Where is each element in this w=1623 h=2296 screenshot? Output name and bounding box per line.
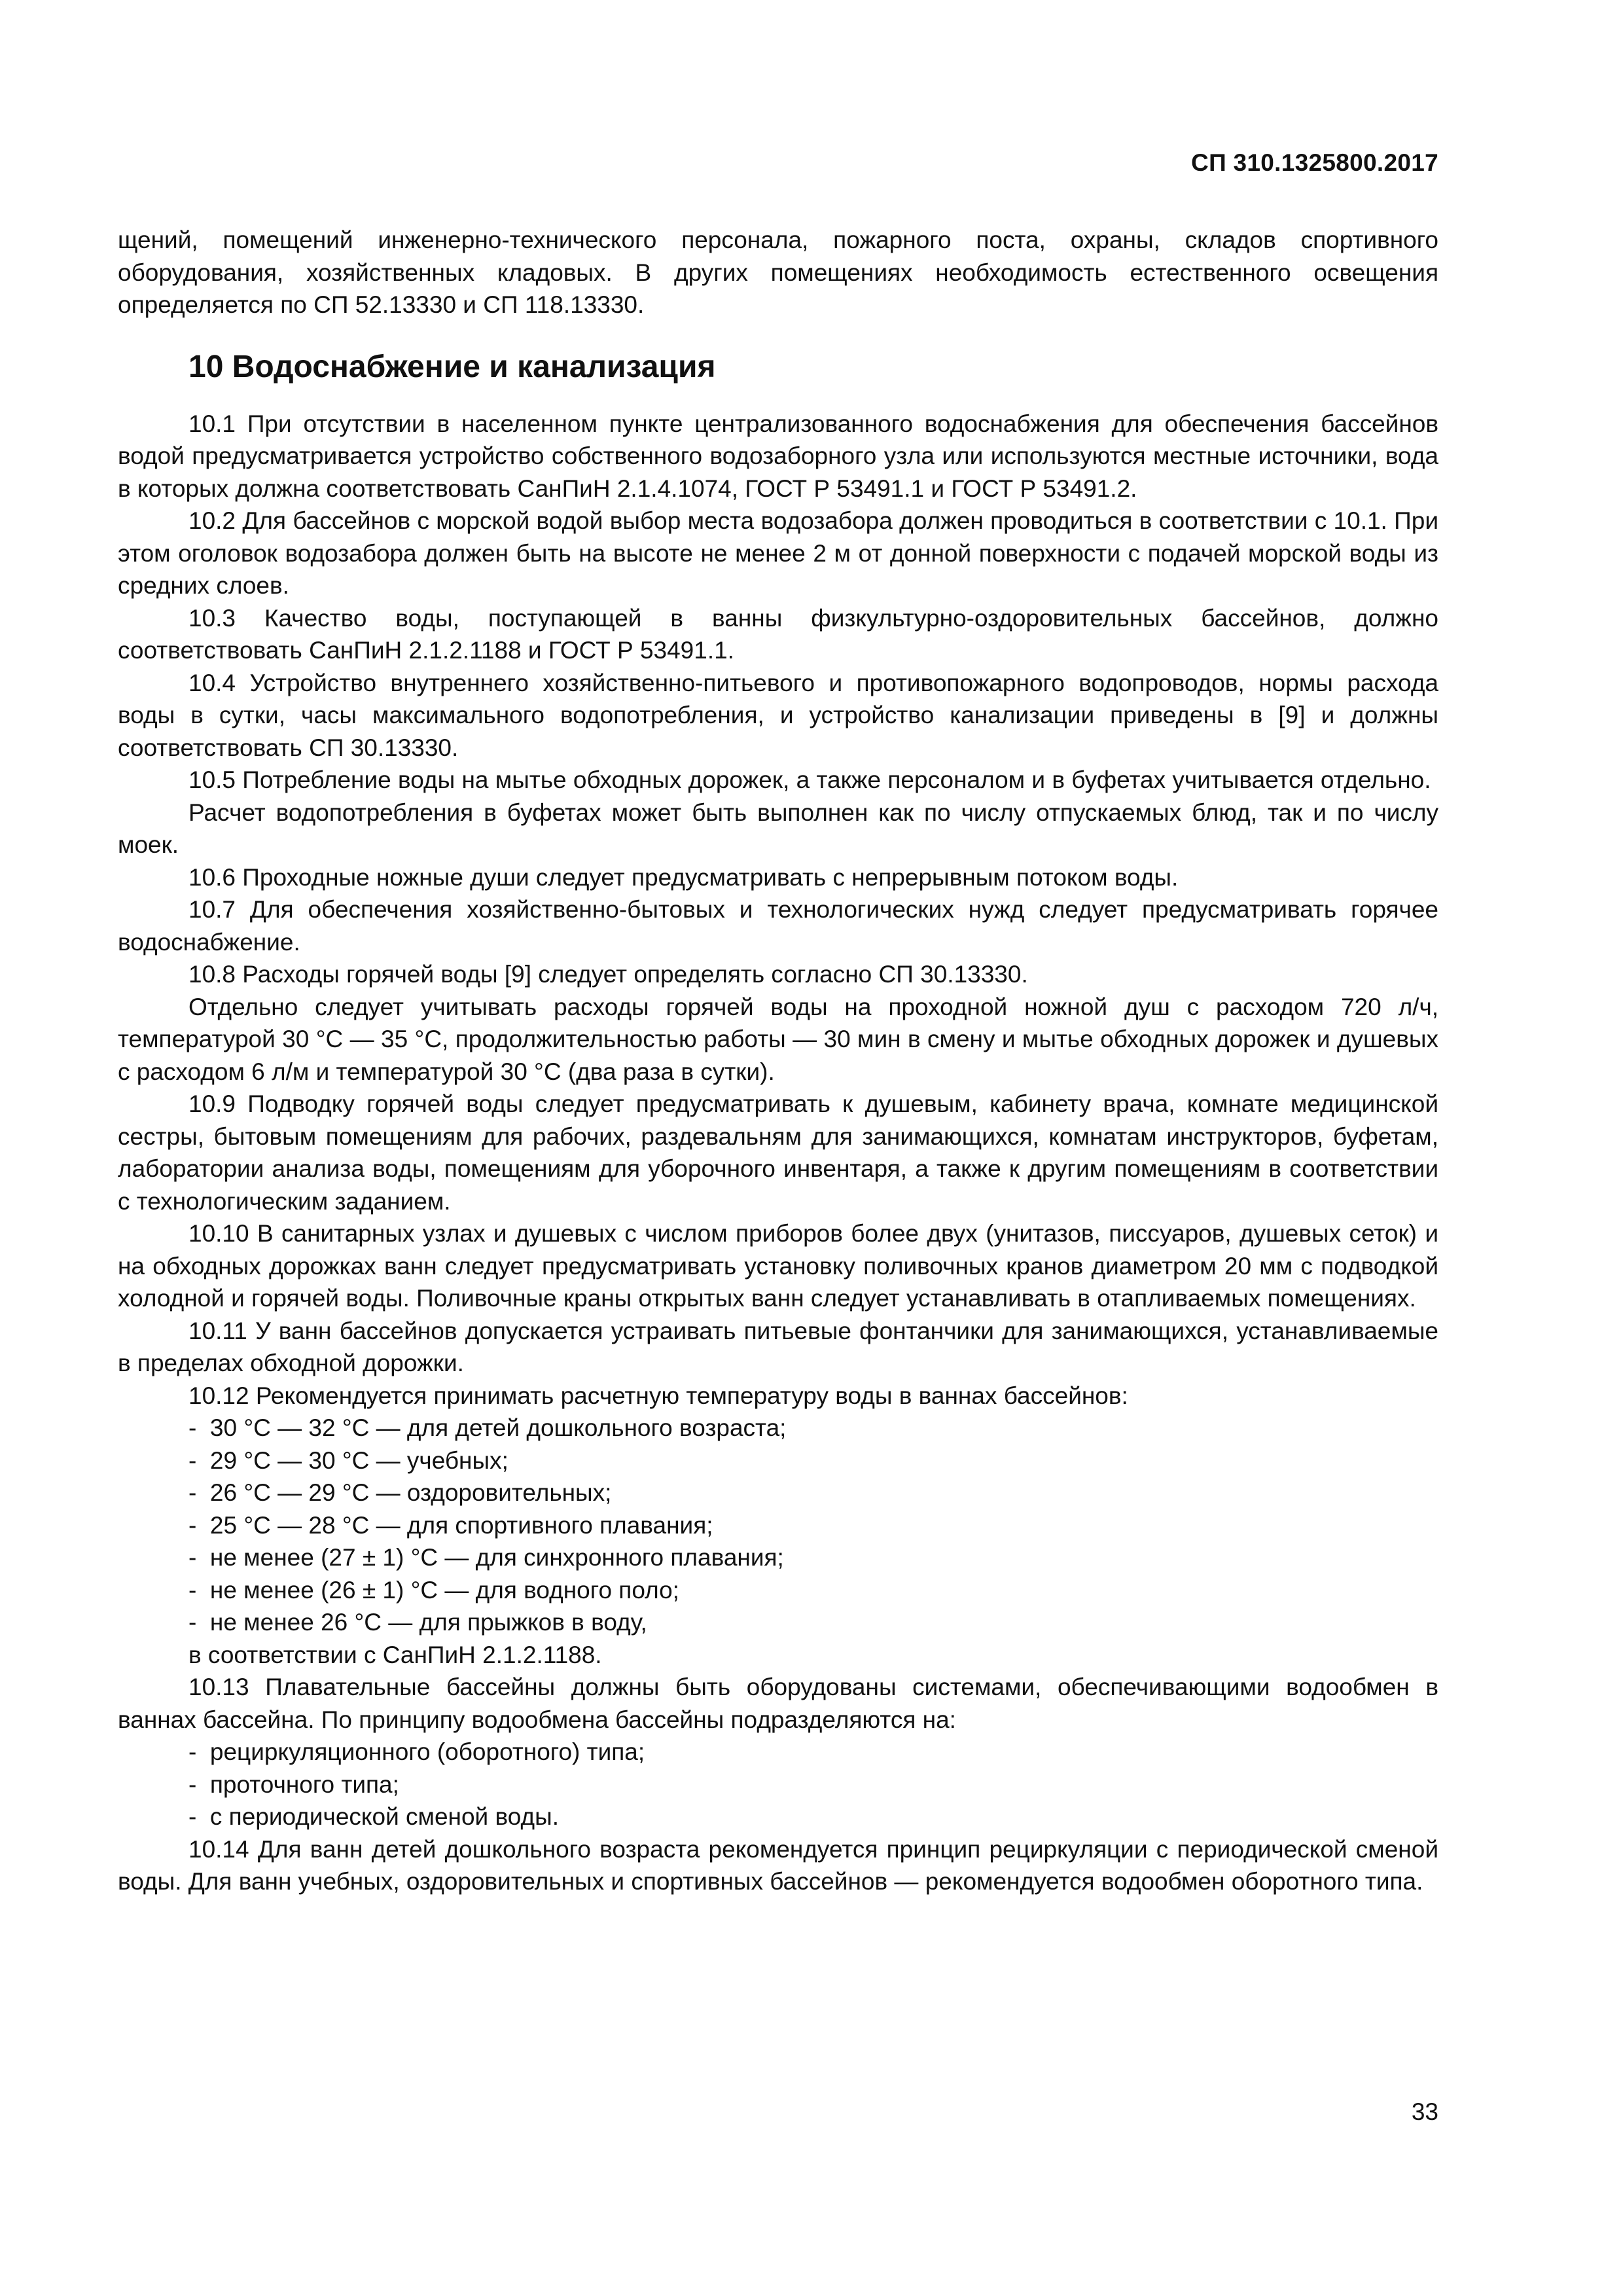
paragraph-10-13: 10.13 Плавательные бассейны должны быть оборудованы системами, обеспечивающими водообмен в ваннах бассейна. По принципу водообмена бассейны подразделяются на:: [118, 1674, 1438, 1733]
paragraph-10-1: 10.1 При отсутствии в населенном пункте централизованного водоснабжения для обеспечения бассейнов водой предусматривается устройство собственного водозаборного узла или используются местные источники, вода в которых должна соответствовать СанПиН 2.1.4.1074, ГОСТ Р 53491.1 и ГОСТ Р 53491.2.: [118, 410, 1438, 502]
paragraph-10-10: 10.10 В санитарных узлах и душевых с числом приборов более двух (унитазов, писсуаров, душевых сеток) и на обходных дорожках ванн следует предусматривать установку поливочных кранов диаметром 20 мм с подводкой холодной и горячей воды. Поливочные краны открытых ванн следует устанавливать в отапливаемых помещениях.: [118, 1220, 1438, 1312]
document-code-header: СП 310.1325800.2017: [1191, 149, 1438, 176]
paragraph-10-8: 10.8 Расходы горячей воды [9] следует определять согласно СП 30.13330.: [188, 961, 1028, 988]
intro-continuation: щений, помещений инженерно-технического персонала, пожарного поста, охраны, складов спортивного оборудования, хозяйственных кладовых. В других помещениях необходимость естественного освещения определяется по СП 52.13330 и СП 118.13330.: [118, 226, 1438, 318]
paragraph-10-14: 10.14 Для ванн детей дошкольного возраста рекомендуется принцип рециркуляции с периодической сменой воды. Для ванн учебных, оздоровительных и спортивных бассейнов — рекомендуется водообмен оборотного типа.: [118, 1835, 1438, 1895]
section-heading: 10 Водоснабжение и канализация: [188, 349, 716, 384]
list-item: - не менее 26 °С — для прыжков в воду,: [118, 1606, 1438, 1639]
paragraph-10-9: 10.9 Подводку горячей воды следует предусматривать к душевым, кабинету врача, комнате медицинской сестры, бытовым помещениям для рабочих, раздевальням для занимающихся, комнатам инструкторов, буфетам, лаборатории анализа воды, помещениям для уборочного инвентаря, а также к другим помещениям в соответствии с технологическим заданием.: [118, 1090, 1438, 1215]
document-body: [118, 224, 1438, 1898]
paragraph-10-6: 10.6 Проходные ножные души следует предусматривать с непрерывным потоком воды.: [188, 863, 1179, 891]
paragraph-10-3: 10.3 Качество воды, поступающей в ванны физкультурно-оздоровительных бассейнов, должно соответствовать СанПиН 2.1.2.1188 и ГОСТ Р 53491.1.: [118, 604, 1438, 664]
paragraph-10-4: 10.4 Устройство внутреннего хозяйственно-питьевого и противопожарного водопроводов, нормы расхода воды в сутки, часы максимального водопотребления, и устройство канализации приведены в [9] и должны соответствовать СП 30.13330.: [118, 669, 1438, 761]
paragraph-10-12: 10.12 Рекомендуется принимать расчетную температуру воды в ваннах бассейнов:: [188, 1382, 1128, 1409]
paragraph-10-2: 10.2 Для бассейнов с морской водой выбор места водозабора должен проводиться в соответствии с 10.1. При этом оголовок водозабора должен быть на высоте не менее 2 м от донной поверхности с подачей морской воды из средних слоев.: [118, 507, 1438, 599]
list-item: - 29 °С — 30 °С — учебных;: [118, 1444, 1438, 1477]
paragraph-10-8-note: Отдельно следует учитывать расходы горячей воды на проходной ножной душ с расходом 720 л/ч, температурой 30 °С — 35 °С, продолжительностью работы — 30 мин в смену и мытье обходных дорожек и душевых с расходом 6 л/м и температурой 30 °С (два раза в сутки).: [118, 993, 1438, 1085]
list-item: - 25 °С — 28 °С — для спортивного плавания;: [118, 1509, 1438, 1542]
paragraph-10-5: 10.5 Потребление воды на мытье обходных дорожек, а также персоналом и в буфетах учитывается отдельно.: [188, 766, 1431, 793]
list-item: - 26 °С — 29 °С — оздоровительных;: [118, 1477, 1438, 1509]
list-item: - рециркуляционного (оборотного) типа;: [118, 1736, 1438, 1768]
list-tail: в соответствии с СанПиН 2.1.2.1188.: [188, 1641, 602, 1668]
paragraph-10-11: 10.11 У ванн бассейнов допускается устраивать питьевые фонтанчики для занимающихся, устанавливаемые в пределах обходной дорожки.: [118, 1317, 1438, 1376]
paragraph-10-5-note: Расчет водопотребления в буфетах может быть выполнен как по числу отпускаемых блюд, так и по числу моек.: [118, 798, 1438, 858]
list-item: - не менее (27 ± 1) °С — для синхронного плавания;: [118, 1541, 1438, 1574]
list-item: - проточного типа;: [118, 1768, 1438, 1801]
list-item: - 30 °С — 32 °С — для детей дошкольного возраста;: [118, 1412, 1438, 1444]
list-item: - не менее (26 ± 1) °С — для водного поло;: [118, 1574, 1438, 1607]
page-number: 33: [1411, 2098, 1438, 2125]
paragraph-10-7: 10.7 Для обеспечения хозяйственно-бытовых и технологических нужд следует предусматривать горячее водоснабжение.: [118, 896, 1438, 956]
list-item: - с периодической сменой воды.: [118, 1801, 1438, 1833]
